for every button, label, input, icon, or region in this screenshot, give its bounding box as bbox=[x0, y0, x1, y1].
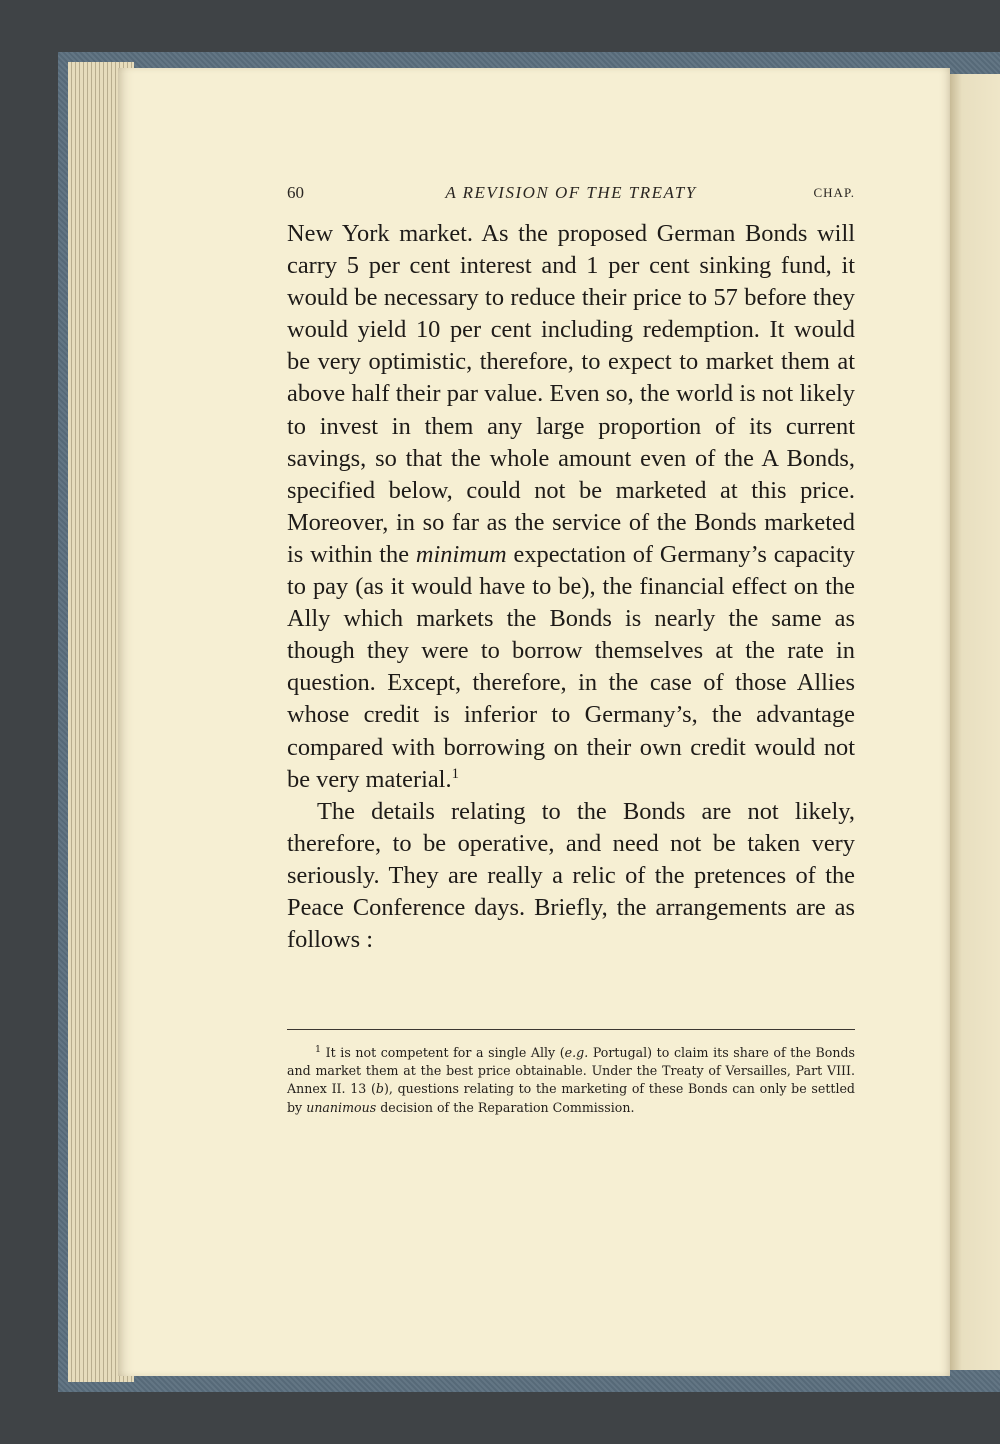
running-head bbox=[287, 183, 855, 205]
paragraph-1-text-b: expectation of Germany’s capacity to pay (as it would have to be), the financial effect on the Ally which markets the Bonds is nearly the same as though they were to borrow themselves at the rate in question. Except, therefore, in the case of those Allies whose credit is inferior to Germany’s, the advantage compared with borrowing on their own credit would not be very material. bbox=[287, 540, 855, 793]
footnote-b: b bbox=[375, 1081, 384, 1097]
footnote-unanimous: unanimous bbox=[306, 1099, 377, 1115]
footnote bbox=[287, 1044, 855, 1117]
footnote-part-3: ), questions relating to the marketing of these Bonds can only be settled by bbox=[287, 1081, 855, 1115]
body-text bbox=[287, 218, 855, 956]
footnote-part-1: It is not competent for a single Ally ( bbox=[325, 1045, 565, 1060]
page-number: 60 bbox=[287, 183, 304, 202]
footnote-marker: 1 bbox=[315, 1043, 322, 1055]
footnote-divider bbox=[287, 1029, 855, 1030]
footnote-part-2: Portugal) to claim its share of the Bonds and market them at the best price obtainable. Under the Treaty of Versailles, Part VIII. Annex II. 13 ( bbox=[287, 1045, 855, 1097]
running-title: A REVISION OF THE TREATY bbox=[445, 183, 697, 202]
footnote-eg: e.g. bbox=[564, 1045, 589, 1060]
footnote-part-4: decision of the Reparation Commission. bbox=[380, 1099, 635, 1115]
paragraph-1 bbox=[287, 218, 855, 796]
footnote-text bbox=[287, 1044, 855, 1117]
paragraph-2: The details relating to the Bonds are not likely, therefore, to be operative, and need not be taken very seriously. They are really a relic of the pretences of the Peace Conference days. Briefly, the arrangements are as follows : bbox=[287, 797, 855, 954]
facing-page-edge bbox=[950, 74, 1000, 1370]
chapter-label: CHAP. bbox=[813, 185, 855, 200]
emphasis-minimum: minimum bbox=[415, 540, 507, 568]
paragraph-1-text-a: New York market. As the proposed German Bonds will carry 5 per cent interest and 1 per cent sinking fund, it would be necessary to reduce their price to 57 before they would yield 10 per cent including redemption. It would be very optimistic, therefore, to expect to market them at above half their par value. Even so, the world is not likely to invest in them any large proportion of its current savings, so that the whole amount even of the A Bonds, specified below, could not be marketed at this price. Moreover, in so far as the service of the Bonds marketed is within the bbox=[287, 220, 855, 568]
footnote-reference[interactable]: 1 bbox=[451, 765, 459, 782]
